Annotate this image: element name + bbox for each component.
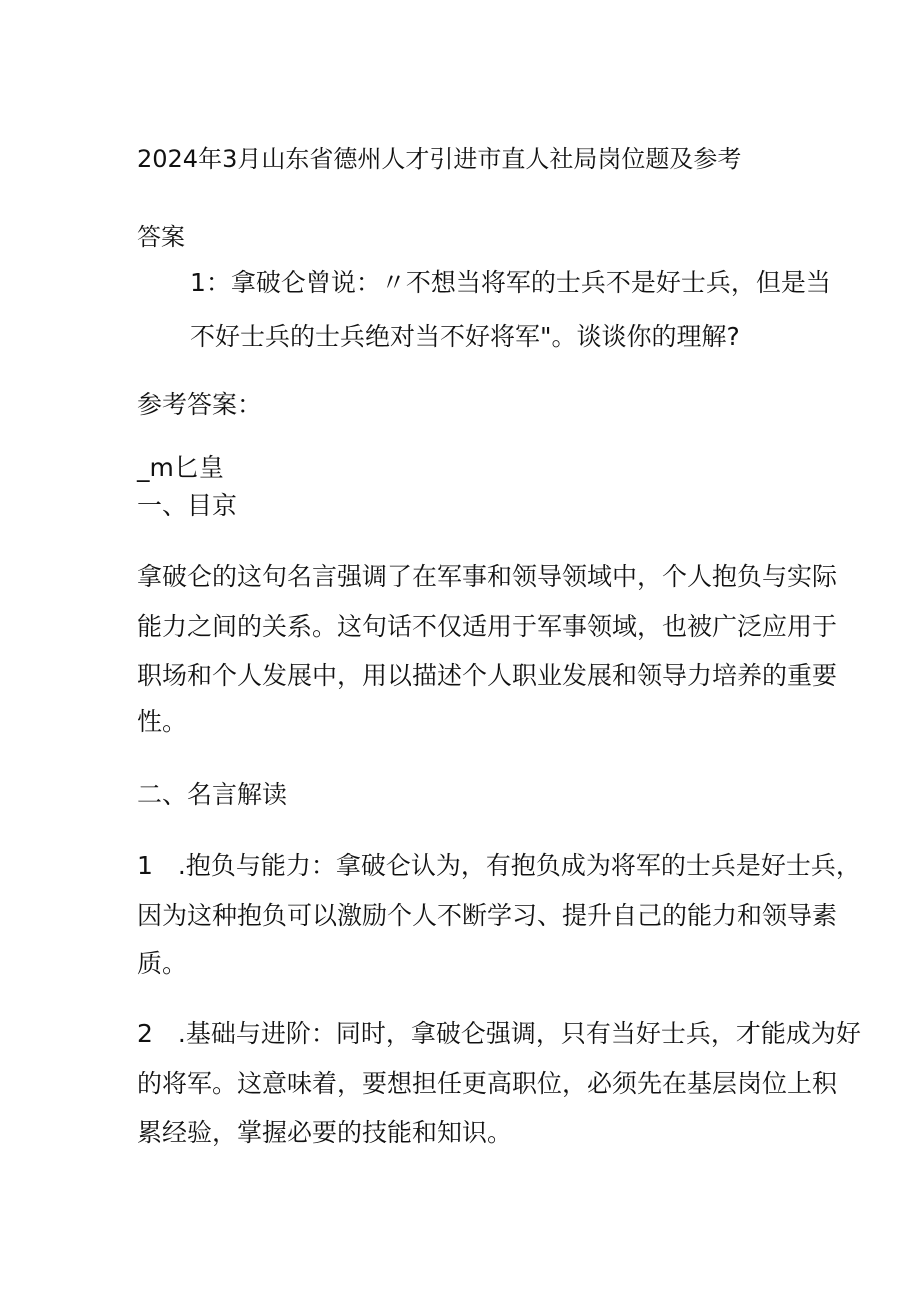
- item-1-line-1: 1 .抱负与能力：拿破仑认为，有抱负成为将军的士兵是好士兵，: [137, 851, 861, 880]
- document-title-line-1: 2024年3月山东省德州人才引进市直人社局岗位题及参考: [137, 145, 742, 173]
- answer-mark: _m匕皇: [137, 453, 224, 482]
- item-1-line-2: 因为这种抱负可以激励个人不断学习、提升自己的能力和领导素: [137, 901, 838, 930]
- item-1-line-3: 质。: [137, 949, 188, 978]
- answer-label: 参考答案：: [137, 390, 263, 419]
- section-1-para-line-3: 职场和个人发展中，用以描述个人职业发展和领导力培养的重要: [137, 661, 838, 690]
- section-1-para-line-2: 能力之间的关系。这句话不仅适用于军事领域，也被广泛应用于: [137, 612, 838, 641]
- item-2-line-1: 2 .基础与进阶：同时，拿破仑强调，只有当好士兵，才能成为好: [137, 1019, 861, 1048]
- item-2-line-3: 累经验，掌握必要的技能和知识。: [137, 1118, 513, 1147]
- section-1-heading: 一、目京: [137, 491, 238, 520]
- document-title-line-2: 答案: [137, 223, 185, 251]
- section-1-para-line-4: 性。: [137, 707, 188, 736]
- question-line-2: 不好士兵的士兵绝对当不好将军"。谈谈你的理解?: [190, 322, 740, 351]
- section-1-para-line-1: 拿破仑的这句名言强调了在军事和领导领域中，个人抱负与实际: [137, 562, 838, 591]
- item-2-line-2: 的将军。这意味着，要想担任更高职位，必须先在基层岗位上积: [137, 1069, 838, 1098]
- section-2-heading: 二、名言解读: [137, 780, 288, 809]
- question-line-1: 1：拿破仑曾说：〃不想当将军的士兵不是好士兵，但是当: [190, 268, 831, 297]
